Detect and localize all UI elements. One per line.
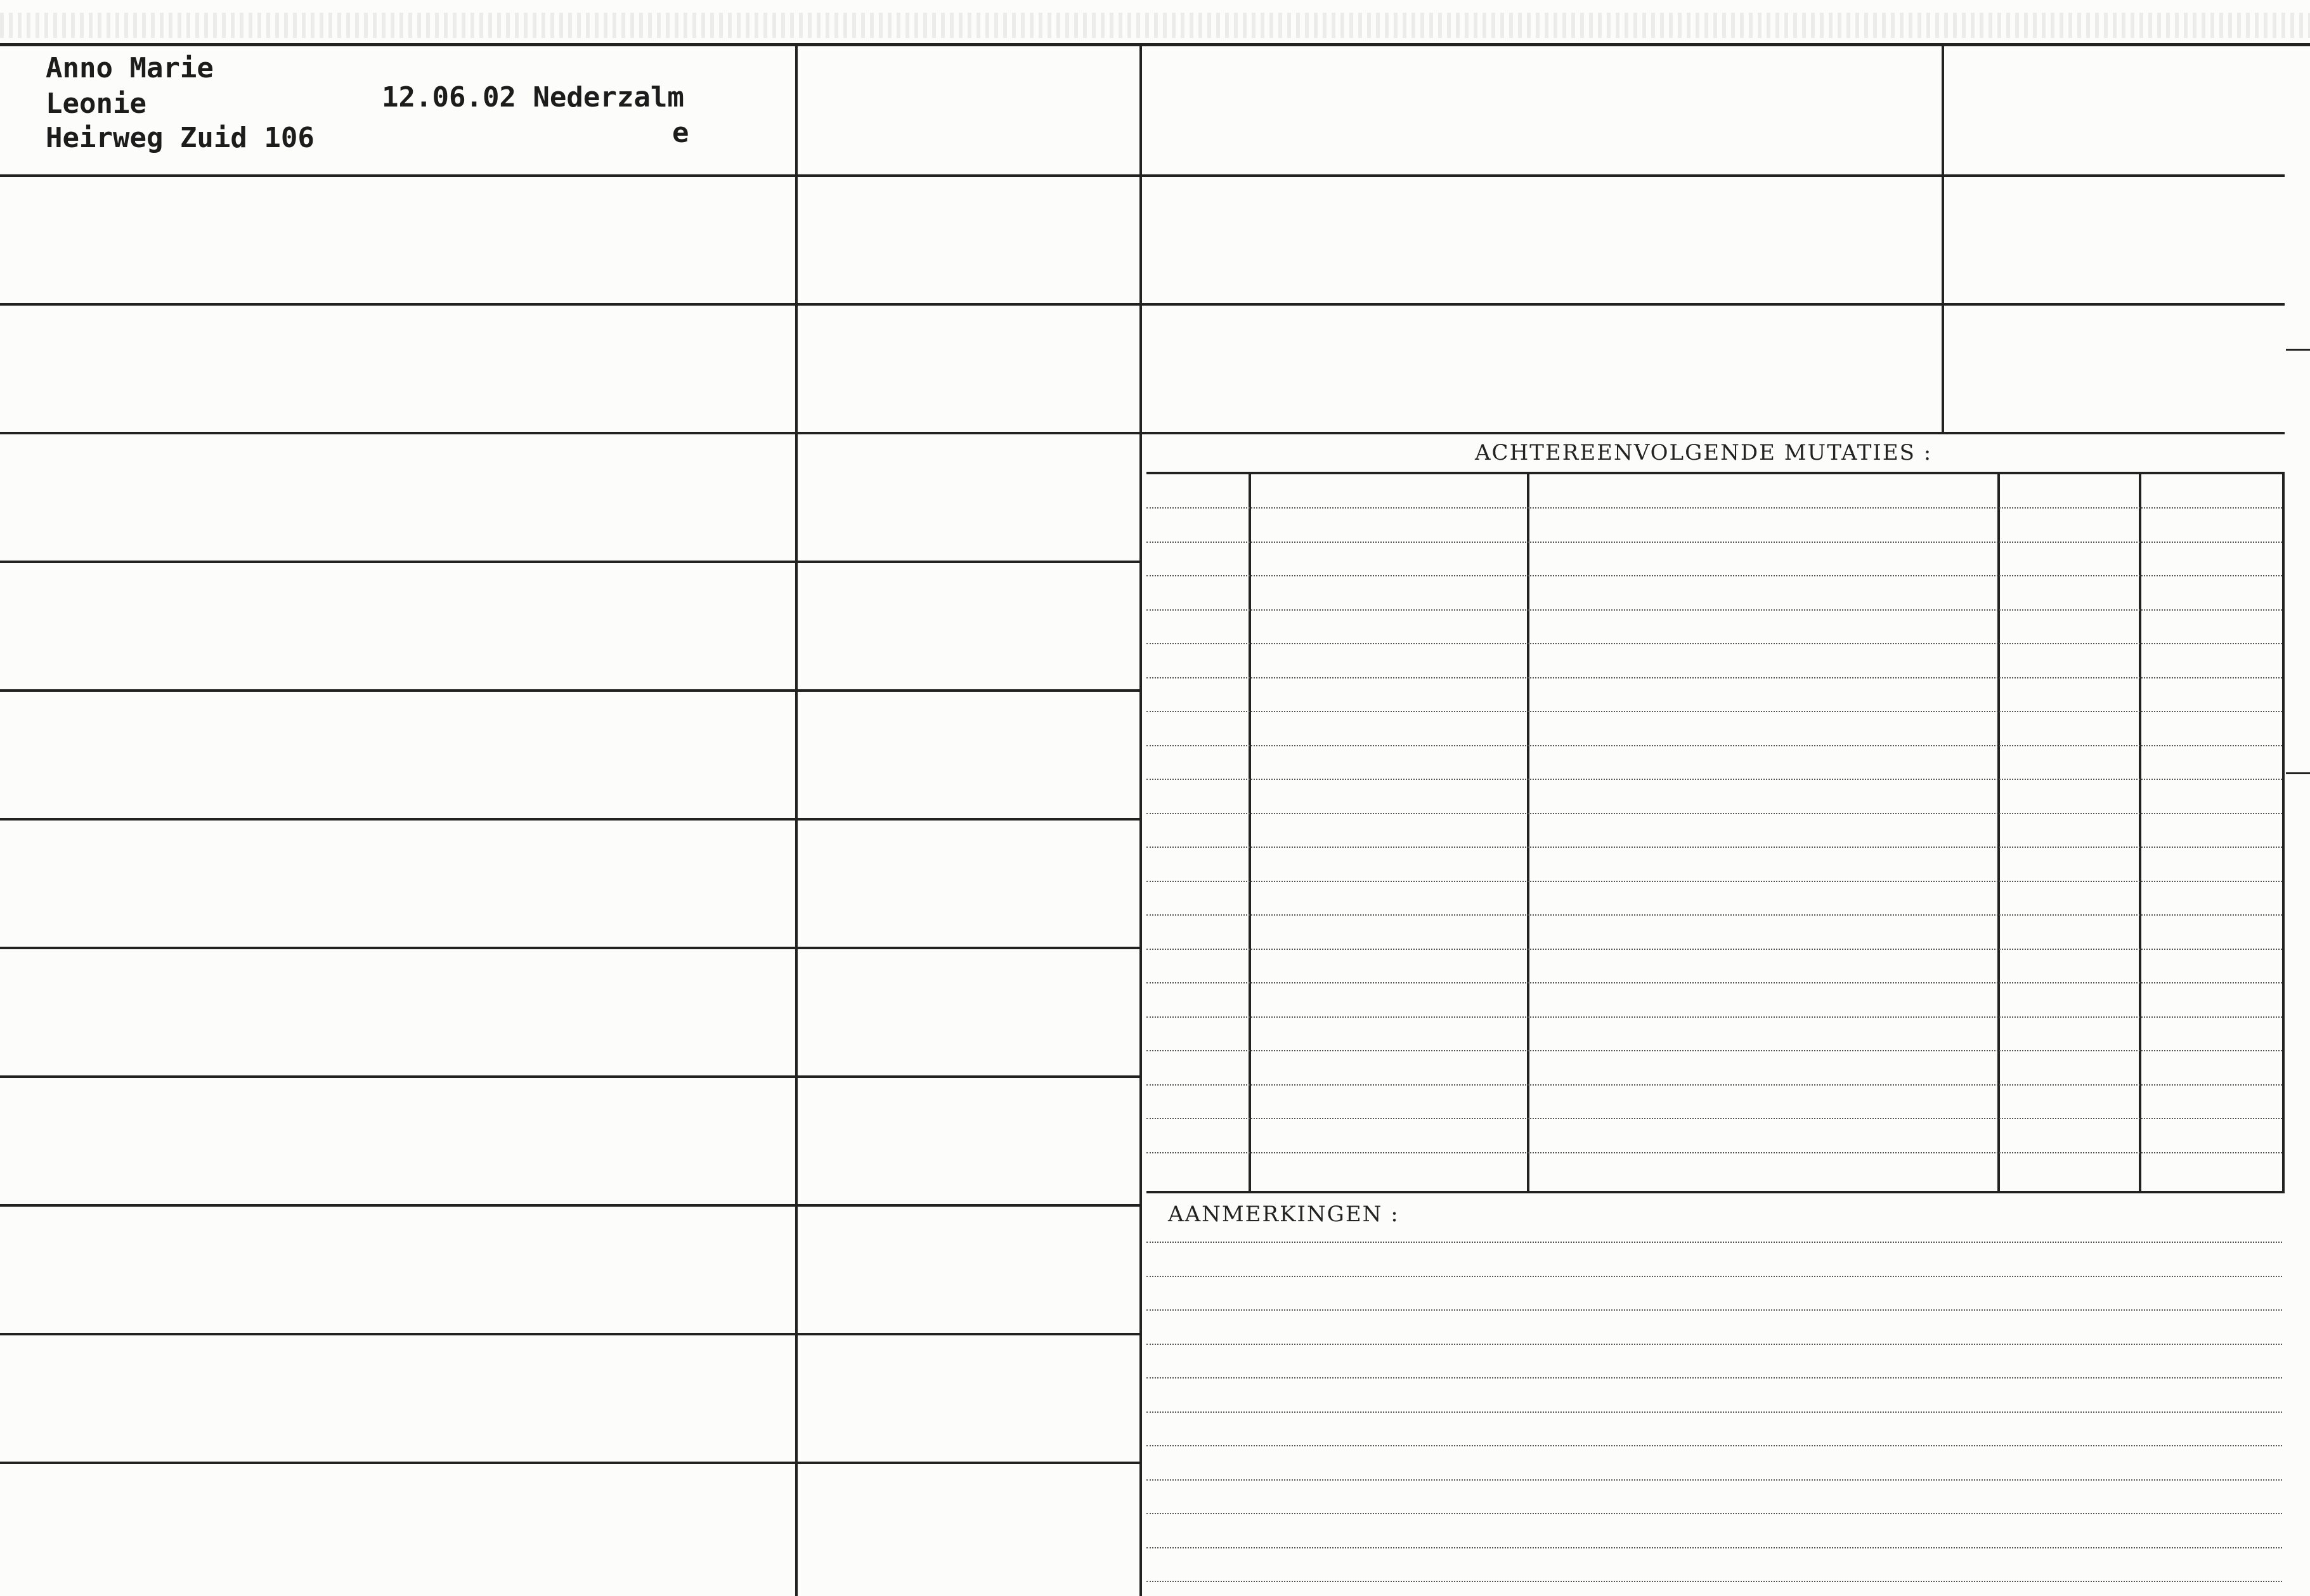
row-line [0,947,1139,949]
date-place: 12.06.02 Nederzalm [382,81,684,114]
mutation-line [1146,507,2282,509]
mutation-line [1146,847,2282,848]
mutation-line [1146,745,2282,746]
row-line [0,1204,1139,1207]
mutation-line [1146,881,2282,882]
mutation-line [1146,609,2282,611]
mutations-col-2 [1527,474,1529,1191]
row-line [0,689,1139,692]
edge-tick [2286,772,2310,774]
mutation-line [1146,643,2282,644]
mutation-line [1146,813,2282,814]
remark-line [1146,1411,2282,1413]
remark-line [1146,1309,2282,1311]
mutations-col-5 [2282,474,2285,1191]
row-line [0,1462,1139,1464]
column-divider-1 [795,46,798,1596]
mutations-heading: ACHTEREENVOLGENDE MUTATIES : [1475,440,1933,465]
mutation-line [1146,1084,2282,1086]
right-column-divider [1942,46,1944,433]
mutations-bottom-rule [1146,1191,2285,1193]
mutation-line [1146,1016,2282,1018]
row-line [0,432,1139,434]
remark-line [1146,1377,2282,1379]
row-line [0,303,1139,306]
suffix-mark: e [672,117,689,149]
mutation-line [1146,779,2282,780]
mutation-line [1146,575,2282,576]
given-name-1: Anno Marie [46,52,214,84]
row-line [0,818,1139,821]
mutations-col-4 [2139,474,2141,1191]
right-row-line [1139,174,2285,177]
remark-line [1146,1547,2282,1548]
remark-line [1146,1344,2282,1345]
mutation-line [1146,949,2282,950]
given-name-2: Leonie [46,88,146,120]
address: Heirweg Zuid 106 [46,122,315,154]
remark-line [1146,1445,2282,1446]
mutations-col-3 [1997,474,2000,1191]
remark-line [1146,1242,2282,1243]
column-divider-2 [1139,46,1142,1596]
row-line [0,1075,1139,1078]
row-line [0,561,1139,563]
remark-line [1146,1276,2282,1277]
remark-line [1146,1479,2282,1481]
mutation-line [1146,1152,2282,1153]
mutation-line [1146,677,2282,678]
mutation-line [1146,982,2282,983]
right-row-line [1139,432,2285,434]
mutations-col-1 [1249,474,1251,1191]
mutations-top-rule [1146,472,2285,474]
row-line [0,174,1139,177]
top-rule [0,43,2310,46]
row-line [0,1333,1139,1335]
right-row-line [1139,303,2285,306]
edge-tick [2286,349,2310,351]
mutation-line [1146,1118,2282,1119]
mutation-line [1146,1050,2282,1051]
scan-noise [0,13,2310,38]
mutation-line [1146,914,2282,916]
remark-line [1146,1513,2282,1514]
remark-line [1146,1581,2282,1582]
mutation-line [1146,711,2282,712]
mutation-line [1146,542,2282,543]
remarks-heading: AANMERKINGEN : [1168,1202,1399,1227]
